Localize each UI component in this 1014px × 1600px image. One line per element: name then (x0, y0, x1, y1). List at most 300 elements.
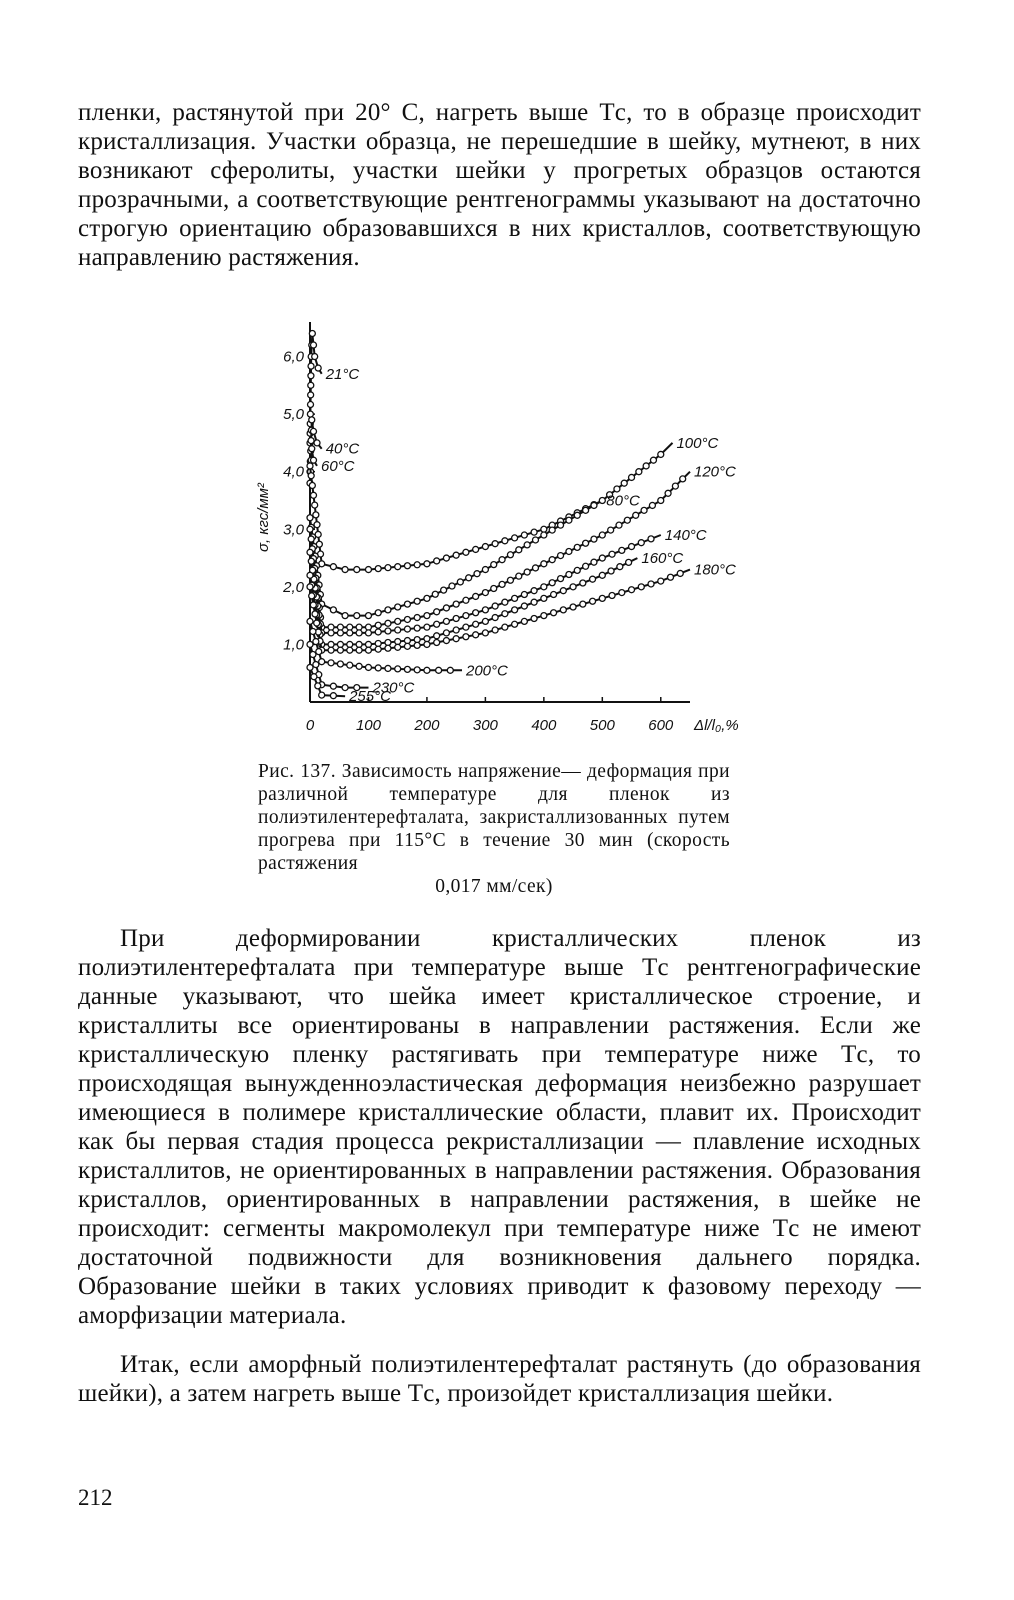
data-point (626, 559, 632, 565)
body-paragraph-2: При деформировании кристаллических пленок из полиэтилентерефталата при температуре выше Tс рентгенографические данные указывают, что шейка имеет кристаллическое строение, и кристаллиты все ориентированы в направлении растяжения. Если же кристаллическую пленку растягивать при температуре ниже Tс, то происходящая вынужденноэластическая деформация неизбежно разрушает имеющиеся в полимере кристаллические области, плавит их. Происходит как бы первая стадия процесса рекристаллизации — плавление исходных кристаллитов, не ориентированных в направлении растяжения. Образования кристаллов, ориентированных в направлении растяжения, в шейке не происходит: сегменты макромолекул при температуре ниже Tс не имеют достаточной подвижности для возникновения дальнего порядка. Образование шейки в таких условиях приводит к фазовому переходу — аморфизации материала. (78, 925, 921, 1329)
body-paragraph-1: пленки, растянутой при 20° С, нагреть выше Tс, то в образце происходит кристаллизация. Участки образца, не перешедшие в шейку, мутнеют, в них возникают сферолиты, участки шейки у прогретых образцов остаются прозрачными, а соответствующие рентгенограммы указывают на достаточно строгую ориентацию образовавшихся в них кристаллов, соответствующую направлению растяжения. (78, 99, 921, 271)
data-point (466, 575, 472, 581)
data-point (532, 565, 538, 571)
data-point (473, 593, 479, 599)
data-point (473, 610, 479, 616)
data-point (473, 546, 479, 552)
data-point (629, 474, 635, 480)
data-point (375, 629, 381, 635)
data-point (680, 476, 686, 482)
data-point (385, 620, 391, 626)
data-point (560, 607, 566, 613)
data-point (463, 624, 469, 630)
data-point (404, 601, 410, 607)
series-label: 80°C (606, 492, 640, 510)
data-point (316, 649, 322, 655)
data-point (566, 572, 572, 578)
data-point (404, 626, 410, 632)
data-point (337, 661, 343, 667)
data-point (312, 611, 318, 617)
data-point (482, 630, 488, 636)
data-point (311, 428, 317, 434)
data-point (385, 607, 391, 613)
data-point (570, 584, 576, 590)
data-point (434, 633, 440, 639)
data-point (473, 621, 479, 627)
series-line (310, 668, 345, 697)
data-point (482, 590, 488, 596)
data-point (308, 558, 314, 564)
data-point (310, 628, 316, 634)
page-number: 212 (78, 1485, 113, 1510)
data-point (311, 457, 317, 463)
data-point (432, 591, 438, 597)
data-point (313, 662, 319, 668)
data-point (328, 660, 334, 666)
data-point (551, 610, 557, 616)
caption-main: Рис. 137. Зависимость напряжение— деформация при различной температуре для пленок из полиэтилентерефталата, закристаллизованных путем прогрева при 115°C в течение 30 мин (скорость растяжения (258, 761, 730, 874)
data-point (591, 502, 597, 508)
data-point (309, 446, 315, 452)
data-point (307, 549, 313, 555)
data-point (453, 552, 459, 558)
data-point (307, 515, 313, 521)
x-axis-label: Δl/l₀,% (694, 717, 739, 734)
data-point (590, 576, 596, 582)
data-point (328, 641, 334, 647)
data-point (328, 624, 334, 630)
data-point (609, 551, 615, 557)
data-point (312, 354, 318, 360)
data-point (310, 652, 316, 658)
data-point (365, 567, 371, 573)
y-tick-label: 2,0 (283, 578, 304, 596)
data-point (502, 599, 508, 605)
data-point (492, 627, 498, 633)
series-label: 140°C (664, 527, 707, 545)
data-point (307, 584, 313, 590)
data-point (531, 588, 537, 594)
data-point (629, 587, 635, 593)
data-point (453, 616, 459, 622)
data-point (375, 665, 381, 671)
data-point (507, 577, 513, 583)
caption-last-line: 0,017 мм/сек) (435, 876, 553, 897)
data-point (541, 613, 547, 619)
data-point (638, 584, 644, 590)
data-point (385, 645, 391, 651)
data-point (574, 512, 580, 518)
data-point (404, 638, 410, 644)
data-point (558, 522, 564, 528)
data-point (414, 598, 420, 604)
series-label: 40°C (325, 440, 360, 458)
data-point (463, 634, 469, 640)
data-point (315, 365, 321, 371)
data-point (307, 618, 313, 624)
data-point (541, 526, 547, 532)
stress-strain-figure (250, 312, 750, 752)
series-label: 160°C (641, 550, 684, 568)
data-point (337, 630, 343, 636)
data-point (309, 331, 315, 337)
data-point (424, 561, 430, 567)
data-point (619, 547, 625, 553)
series-label: 180°C (694, 561, 736, 579)
data-point (330, 683, 336, 689)
data-point (347, 647, 353, 653)
data-point (443, 555, 449, 561)
y-tick-label: 5,0 (283, 406, 304, 424)
x-tick-label: 500 (589, 717, 615, 734)
data-point (354, 567, 360, 573)
data-point (365, 624, 371, 630)
data-point (463, 597, 469, 603)
data-point (347, 624, 353, 630)
data-point (599, 532, 605, 538)
data-point (521, 532, 527, 538)
data-point (599, 555, 605, 561)
data-point (574, 544, 580, 550)
data-point (319, 692, 325, 698)
data-point (665, 490, 671, 496)
data-point (443, 605, 449, 611)
data-point (521, 592, 527, 598)
data-point (541, 584, 547, 590)
data-point (624, 517, 630, 523)
y-axis-label: σ, кгс/мм² (255, 483, 272, 552)
data-point (308, 373, 314, 379)
data-point (424, 595, 430, 601)
data-point (434, 558, 440, 564)
data-point (307, 526, 313, 532)
data-point (414, 625, 420, 631)
data-point (424, 667, 430, 673)
data-point (453, 627, 459, 633)
data-point (395, 644, 401, 650)
data-point (560, 588, 566, 594)
data-point (499, 557, 505, 563)
data-point (307, 411, 313, 417)
data-point (404, 616, 410, 622)
data-point (385, 628, 391, 634)
x-tick-label: 200 (414, 717, 440, 734)
x-tick-label: 400 (531, 717, 557, 734)
stress-strain-chart (250, 312, 750, 752)
data-point (307, 641, 313, 647)
data-point (658, 497, 664, 503)
data-point (342, 567, 348, 573)
data-point (347, 641, 353, 647)
data-point (512, 535, 518, 541)
data-point (463, 549, 469, 555)
data-point (648, 581, 654, 587)
data-point (551, 592, 557, 598)
data-point (365, 641, 371, 647)
data-point (502, 624, 508, 630)
data-point (574, 567, 580, 573)
data-point (314, 440, 320, 446)
data-point (414, 637, 420, 643)
data-point (312, 502, 318, 508)
series-label: 21°C (325, 365, 360, 383)
data-point (308, 382, 314, 388)
y-tick-label: 4,0 (283, 463, 304, 481)
data-point (309, 483, 315, 489)
data-point (590, 598, 596, 604)
data-point (307, 664, 313, 670)
data-point (311, 342, 317, 348)
data-point (521, 603, 527, 609)
data-point (638, 540, 644, 546)
data-point (347, 662, 353, 668)
data-point (308, 536, 314, 542)
data-point (549, 580, 555, 586)
data-point (672, 483, 678, 489)
data-point (337, 647, 343, 653)
y-tick-label: 1,0 (283, 636, 304, 654)
data-point (385, 640, 391, 646)
data-point (583, 507, 589, 513)
data-point (310, 602, 316, 608)
data-point (365, 630, 371, 636)
data-point (609, 592, 615, 598)
data-point (643, 463, 649, 469)
data-point (404, 666, 410, 672)
data-point (649, 502, 655, 508)
data-point (443, 630, 449, 636)
data-point (491, 562, 497, 568)
data-point (474, 571, 480, 577)
data-point (616, 522, 622, 528)
data-point (319, 659, 325, 665)
series-label: 230°C (372, 679, 415, 697)
data-point (524, 542, 530, 548)
data-point (311, 674, 317, 680)
data-point (356, 647, 362, 653)
data-point (599, 497, 605, 503)
data-point (314, 620, 320, 626)
data-point (356, 663, 362, 669)
data-point (512, 607, 518, 613)
data-point (315, 683, 321, 689)
data-point (308, 402, 314, 408)
data-point (375, 610, 381, 616)
data-point (342, 685, 348, 691)
data-point (447, 667, 453, 673)
data-point (566, 517, 572, 523)
data-point (308, 363, 314, 369)
data-point (531, 599, 537, 605)
data-point (492, 615, 498, 621)
data-point (583, 540, 589, 546)
data-point (414, 667, 420, 673)
data-point (436, 667, 442, 673)
data-point (648, 536, 654, 542)
data-point (356, 624, 362, 630)
data-point (365, 647, 371, 653)
data-point (570, 604, 576, 610)
data-point (502, 611, 508, 617)
figure-caption (258, 760, 730, 898)
data-point (619, 590, 625, 596)
data-point (532, 537, 538, 543)
data-point (434, 609, 440, 615)
data-point (395, 666, 401, 672)
data-point (330, 693, 336, 699)
data-point (443, 638, 449, 644)
data-point (395, 564, 401, 570)
data-point (541, 595, 547, 601)
data-point (617, 564, 623, 570)
data-point (558, 576, 564, 582)
data-point (463, 613, 469, 619)
data-point (330, 607, 336, 613)
data-point (482, 607, 488, 613)
data-point (424, 641, 430, 647)
data-point (580, 580, 586, 586)
data-point (424, 613, 430, 619)
data-point (449, 583, 455, 589)
data-point (308, 473, 314, 479)
data-point (591, 559, 597, 565)
data-point (330, 564, 336, 570)
data-point (457, 579, 463, 585)
x-tick-label: 600 (648, 717, 674, 734)
series-label: 100°C (676, 434, 719, 452)
data-point (307, 463, 313, 469)
series-label: 120°C (694, 463, 736, 481)
data-point (558, 553, 564, 559)
data-point (599, 572, 605, 578)
data-point (441, 587, 447, 593)
data-point (512, 595, 518, 601)
x-tick-label: 0 (305, 717, 315, 734)
data-point (608, 527, 614, 533)
data-point (629, 544, 635, 550)
data-point (356, 641, 362, 647)
data-point (354, 613, 360, 619)
data-point (328, 630, 334, 636)
data-point (453, 601, 459, 607)
data-point (308, 438, 314, 444)
data-point (365, 613, 371, 619)
data-point (531, 529, 537, 535)
data-point (375, 622, 381, 628)
data-point (356, 630, 362, 636)
data-point (516, 573, 522, 579)
data-point (621, 480, 627, 486)
data-point (424, 624, 430, 630)
data-point (502, 538, 508, 544)
data-point (328, 647, 334, 653)
data-point (499, 581, 505, 587)
data-point (375, 640, 381, 646)
data-point (599, 595, 605, 601)
data-point (516, 547, 522, 553)
data-point (633, 512, 639, 518)
data-point (524, 569, 530, 575)
data-point (491, 585, 497, 591)
data-point (549, 527, 555, 533)
body-paragraph-3: Итак, если аморфный полиэтилентерефталат растянуть (до образования шейки), а затем нагреть выше Tс, произойдет кристаллизация шейки. (78, 1351, 921, 1407)
data-point (404, 563, 410, 569)
data-point (337, 624, 343, 630)
data-point (309, 593, 315, 599)
data-point (375, 566, 381, 572)
series-label: 255°C (349, 688, 391, 706)
data-point (641, 507, 647, 513)
data-point (650, 457, 656, 463)
data-point (385, 565, 391, 571)
data-point (521, 618, 527, 624)
data-point (541, 532, 547, 538)
data-point (314, 522, 320, 528)
data-point (473, 632, 479, 638)
data-point (395, 627, 401, 633)
data-point (307, 572, 313, 578)
x-tick-label: 100 (355, 717, 381, 734)
data-point (512, 621, 518, 627)
data-point (668, 574, 674, 580)
data-point (658, 451, 664, 457)
data-point (414, 642, 420, 648)
data-point (492, 603, 498, 609)
data-point (385, 665, 391, 671)
data-point (342, 613, 348, 619)
data-point (424, 636, 430, 642)
data-point (636, 469, 642, 475)
data-point (395, 639, 401, 645)
data-point (677, 570, 683, 576)
data-point (580, 601, 586, 607)
data-point (492, 541, 498, 547)
data-point (434, 621, 440, 627)
data-point (482, 567, 488, 573)
data-point (583, 563, 589, 569)
series-label: 60°C (321, 457, 355, 475)
data-point (414, 562, 420, 568)
data-point (566, 548, 572, 554)
data-point (541, 561, 547, 567)
data-point (482, 544, 488, 550)
data-point (531, 616, 537, 622)
data-point (549, 557, 555, 563)
data-point (614, 486, 620, 492)
data-point (443, 618, 449, 624)
data-point (375, 646, 381, 652)
data-point (395, 618, 401, 624)
data-point (311, 492, 317, 498)
data-point (395, 604, 401, 610)
data-point (365, 664, 371, 670)
data-point (507, 552, 513, 558)
data-point (434, 640, 440, 646)
series-label: 200°C (466, 662, 508, 680)
data-point (414, 615, 420, 621)
y-tick-label: 6,0 (283, 348, 304, 366)
data-point (404, 643, 410, 649)
data-point (309, 417, 315, 423)
data-point (308, 392, 314, 398)
data-point (591, 536, 597, 542)
data-point (453, 636, 459, 642)
y-tick-label: 3,0 (283, 521, 304, 539)
data-point (658, 578, 664, 584)
data-point (347, 630, 353, 636)
data-point (313, 639, 319, 645)
x-tick-label: 300 (472, 717, 498, 734)
